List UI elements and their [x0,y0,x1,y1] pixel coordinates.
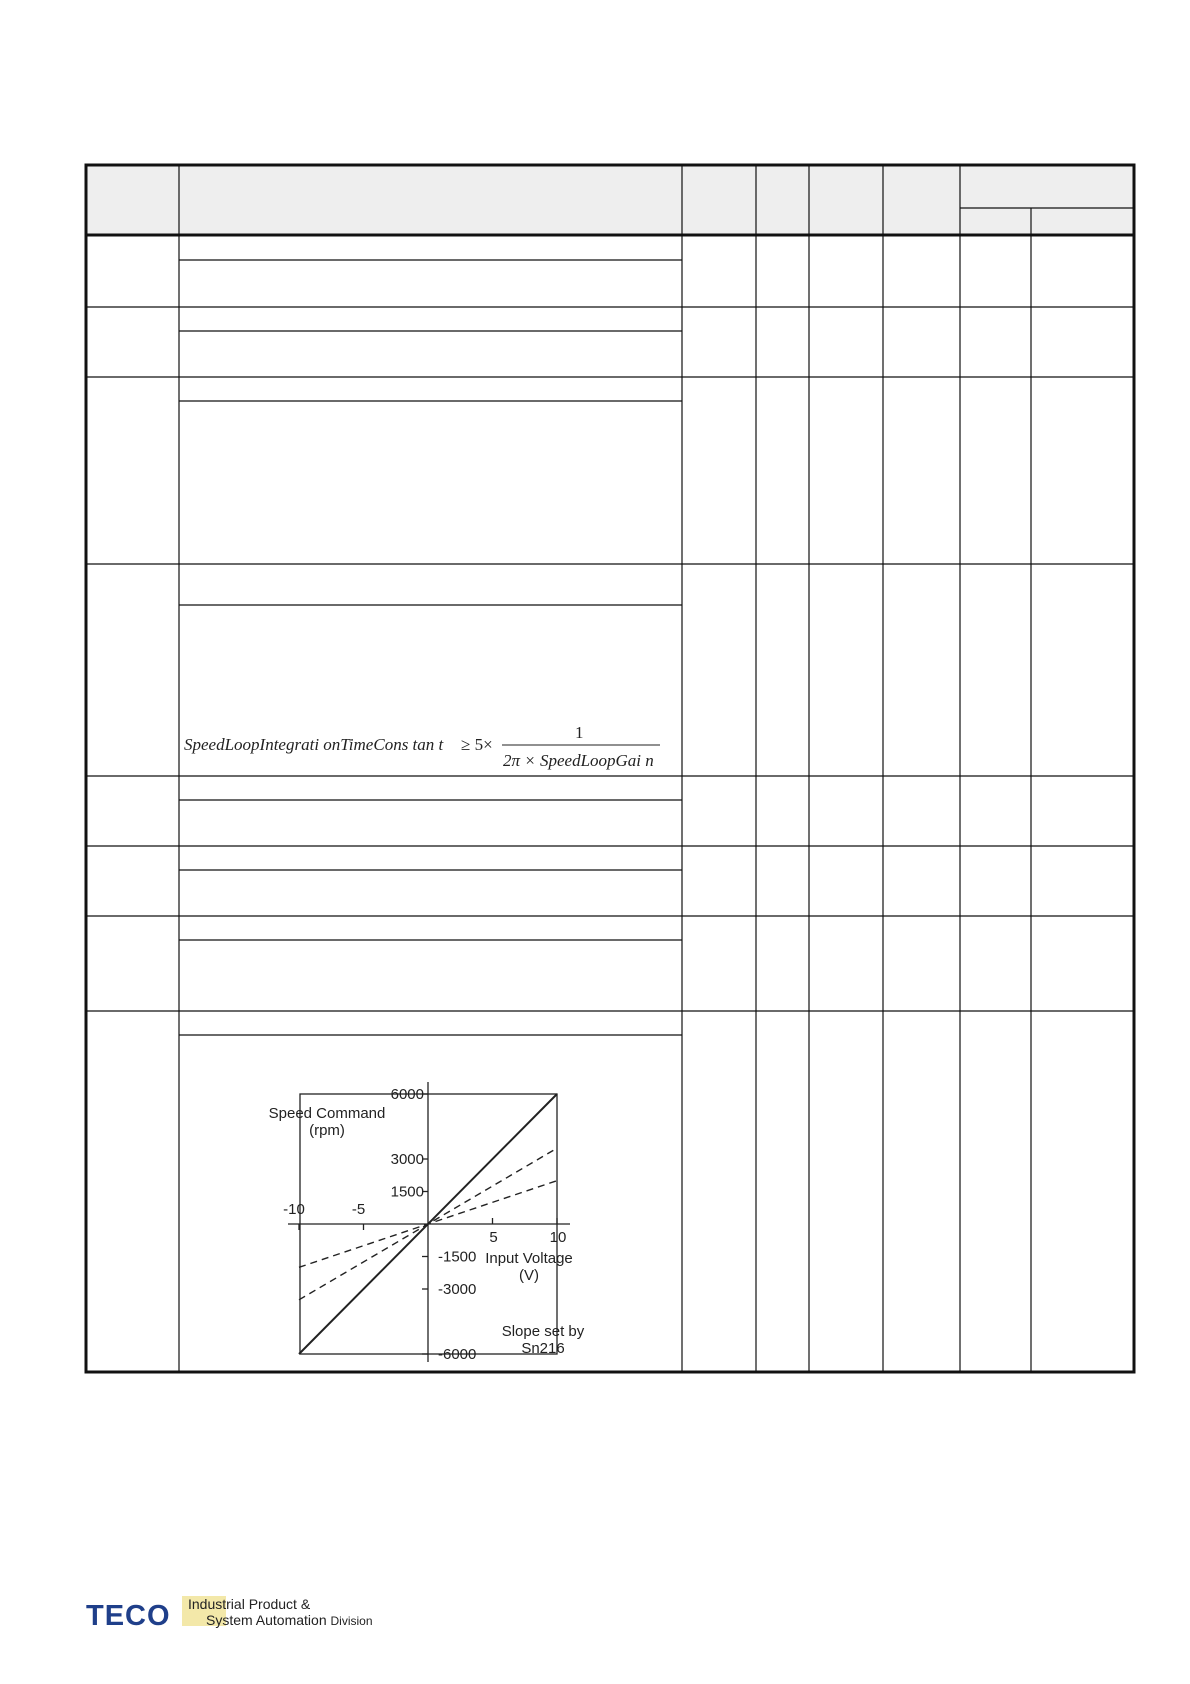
brand-line-1: Industrial Product & [188,1596,311,1612]
footer-logo [86,1596,386,1636]
y-axis-label: Speed Command [268,1105,386,1122]
y-tick-label: -3000 [438,1281,477,1298]
brand-line-2 [206,1612,373,1628]
row-lines [86,307,1134,1011]
y-tick-label: -6000 [438,1346,477,1363]
brand-line-2-small: Division [330,1614,373,1628]
x-tick-label: -10 [283,1201,305,1218]
slope-annotation-line2: Sn216 [521,1340,565,1357]
y-axis-unit: (rpm) [309,1122,345,1139]
formula-lhs: SpeedLoopIntegrati onTimeCons tan t [184,735,444,754]
y-tick-label: -1500 [438,1248,477,1266]
brand-line-2-main: System Automation [206,1612,327,1628]
formula-denominator: 2π × SpeedLoopGai n [503,751,654,770]
x-tick-label: -5 [351,1201,366,1218]
x-tick-label: 10 [549,1229,567,1246]
speed-command-chart [269,1082,585,1363]
formula-numerator: 1 [575,723,584,742]
integration-time-formula [184,723,660,770]
teco-logo-wordmark: TECO [86,1600,171,1632]
x-tick-label: 5 [489,1229,498,1246]
slope-annotation-line1: Slope set by [501,1323,585,1340]
y-tick-label: 3000 [390,1151,424,1168]
formula-operator: ≥ 5× [461,735,493,754]
y-tick-label: 1500 [390,1183,424,1201]
y-tick-label: 6000 [390,1086,424,1103]
x-axis-label: Input Voltage [485,1250,573,1267]
table-header-bg [86,165,1134,235]
function-sublines [179,260,682,1035]
x-axis-unit: (V) [519,1267,539,1284]
